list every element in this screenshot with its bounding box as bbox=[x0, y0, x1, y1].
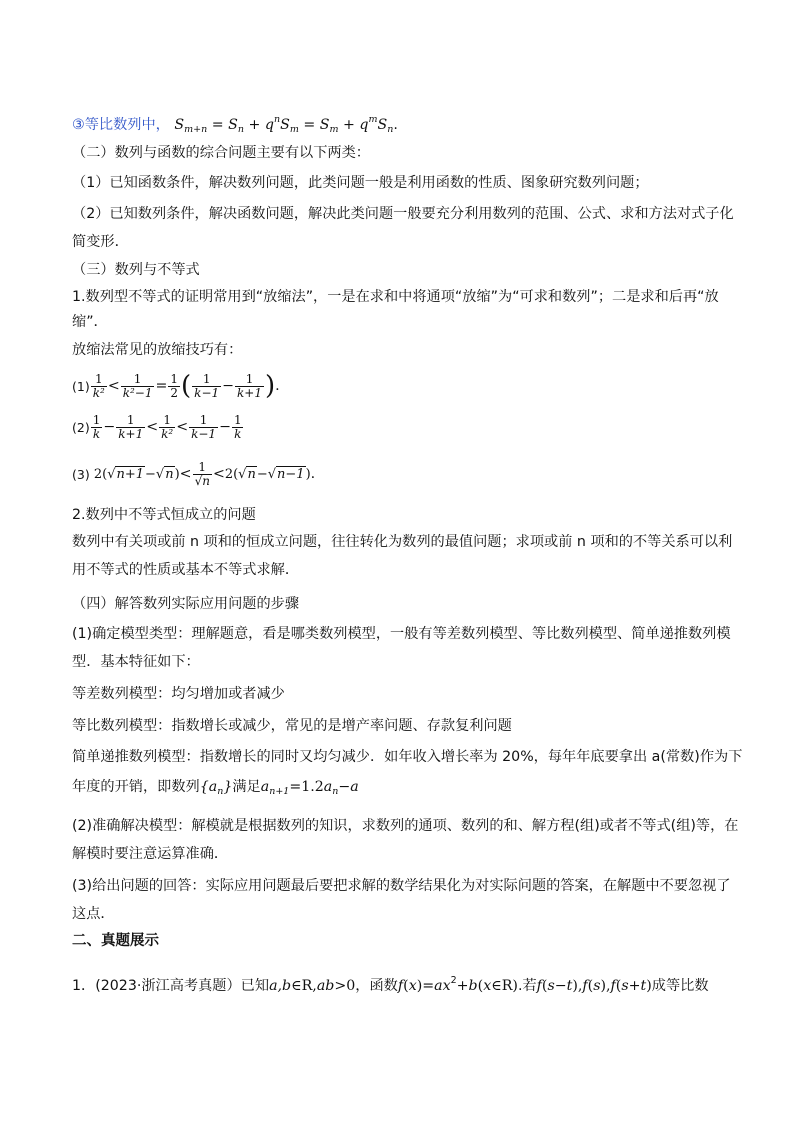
item-marker: ③等比数列中， bbox=[72, 117, 170, 133]
part-2-title: 二、真题展示 bbox=[72, 933, 159, 949]
formula-2: (2) $\frac{1}{k}$ − $\frac{1}{k+1}$ < $\frac{1}{\text{k²}}$ < $\frac{1}{k-1}$ − $\frac{1}{k}$ bbox=[72, 412, 242, 441]
section-4-step-1a: (1)确定模型类型：理解题意，看是哪类数列模型，一般有等差数列模型、等比数列模型、简单递推数列模 bbox=[72, 626, 731, 642]
recursive-model-a: 简单递推数列模型：指数增长的同时又均匀减少．如年收入增长率为 20%，每年年底要拿出 a(常数)作为下 bbox=[72, 749, 743, 765]
sum-formula: $S_{m+n} = S_n + q^nS_m = S_m + q^mS_n$ bbox=[174, 114, 394, 135]
question-1: 1．(2023·浙江高考真题）已知a,b∈R,ab>0，函数$f(x)=ax^2+b(x\in R)$.若f(s−t),f(s),f(s+t)成等比数 bbox=[72, 975, 709, 994]
geometric-sum-property: ③等比数列中， $S_{m+n} = S_n + q^nS_m = S_m + q^mS_n$. bbox=[72, 114, 398, 135]
section-4-step-2b: 解模时要注意运算准确． bbox=[72, 846, 229, 862]
formula-3: (3) 2(√n+1−√n) < $\frac{1}{√n}$ < 2(√n−√n−1) . bbox=[72, 459, 316, 488]
section-4-step-2a: (2)准确解决模型：解模就是根据数列的知识，求数列的通项、数列的和、解方程(组)或者不等式(组)等，在 bbox=[72, 818, 739, 834]
section-3-p1a: 1.数列型不等式的证明常用到“放缩法”，一是在求和中将通项“放缩”为“可求和数列”；二是求和后再“放 bbox=[72, 289, 719, 305]
section-2-item-2b: 简变形． bbox=[72, 234, 129, 250]
section-4-title: （四）解答数列实际应用问题的步骤 bbox=[72, 596, 300, 612]
section-4-step-1b: 型．基本特征如下： bbox=[72, 654, 200, 670]
section-4-step-3a: (3)给出问题的回答：实际应用问题最后要把求解的数学结果化为对实际问题的答案，在解题中不要忽视了 bbox=[72, 878, 731, 894]
section-2-title: （二）数列与函数的综合问题主要有以下两类： bbox=[72, 145, 370, 161]
section-3-p1b: 缩”． bbox=[72, 314, 108, 330]
section-2-item-2a: （2）已知数列条件，解决函数问题，解决此类问题一般要充分利用数列的范围、公式、求和方法对式子化 bbox=[72, 206, 734, 222]
section-3-tricks: 放缩法常见的放缩技巧有： bbox=[72, 342, 243, 358]
section-3-title: （三）数列与不等式 bbox=[72, 262, 200, 278]
formula-1: (1) $\frac{1}{\text{k²}}$ < $\frac{1}{\text{k²−1}}$ = $\frac{1}{2}$ ( $\frac{1}{k-1}$ − $\frac{1}{k+1}$ ) . bbox=[72, 371, 280, 401]
section-3-p2b: 用不等式的性质或基本不等式求解． bbox=[72, 562, 300, 578]
section-3-p2-title: 2.数列中不等式恒成立的问题 bbox=[72, 507, 256, 523]
section-2-item-1: （1）已知函数条件，解决数列问题，此类问题一般是利用函数的性质、图象研究数列问题； bbox=[72, 175, 649, 191]
section-4-step-3b: 这点． bbox=[72, 906, 115, 922]
section-3-p2a: 数列中有关项或前 n 项和的恒成立问题，往往转化为数列的最值问题；求项或前 n 项和的不等关系可以利 bbox=[72, 534, 733, 550]
geometric-model: 等比数列模型：指数增长或减少，常见的是增产率问题、存款复利问题 bbox=[72, 718, 512, 734]
recursive-model-b: 年度的开销，即数列$\{a_n\}$满足$a_{n+1}=1.2a_n-a$ bbox=[72, 779, 359, 797]
arithmetic-model: 等差数列模型：均匀增加或者减少 bbox=[72, 686, 285, 702]
